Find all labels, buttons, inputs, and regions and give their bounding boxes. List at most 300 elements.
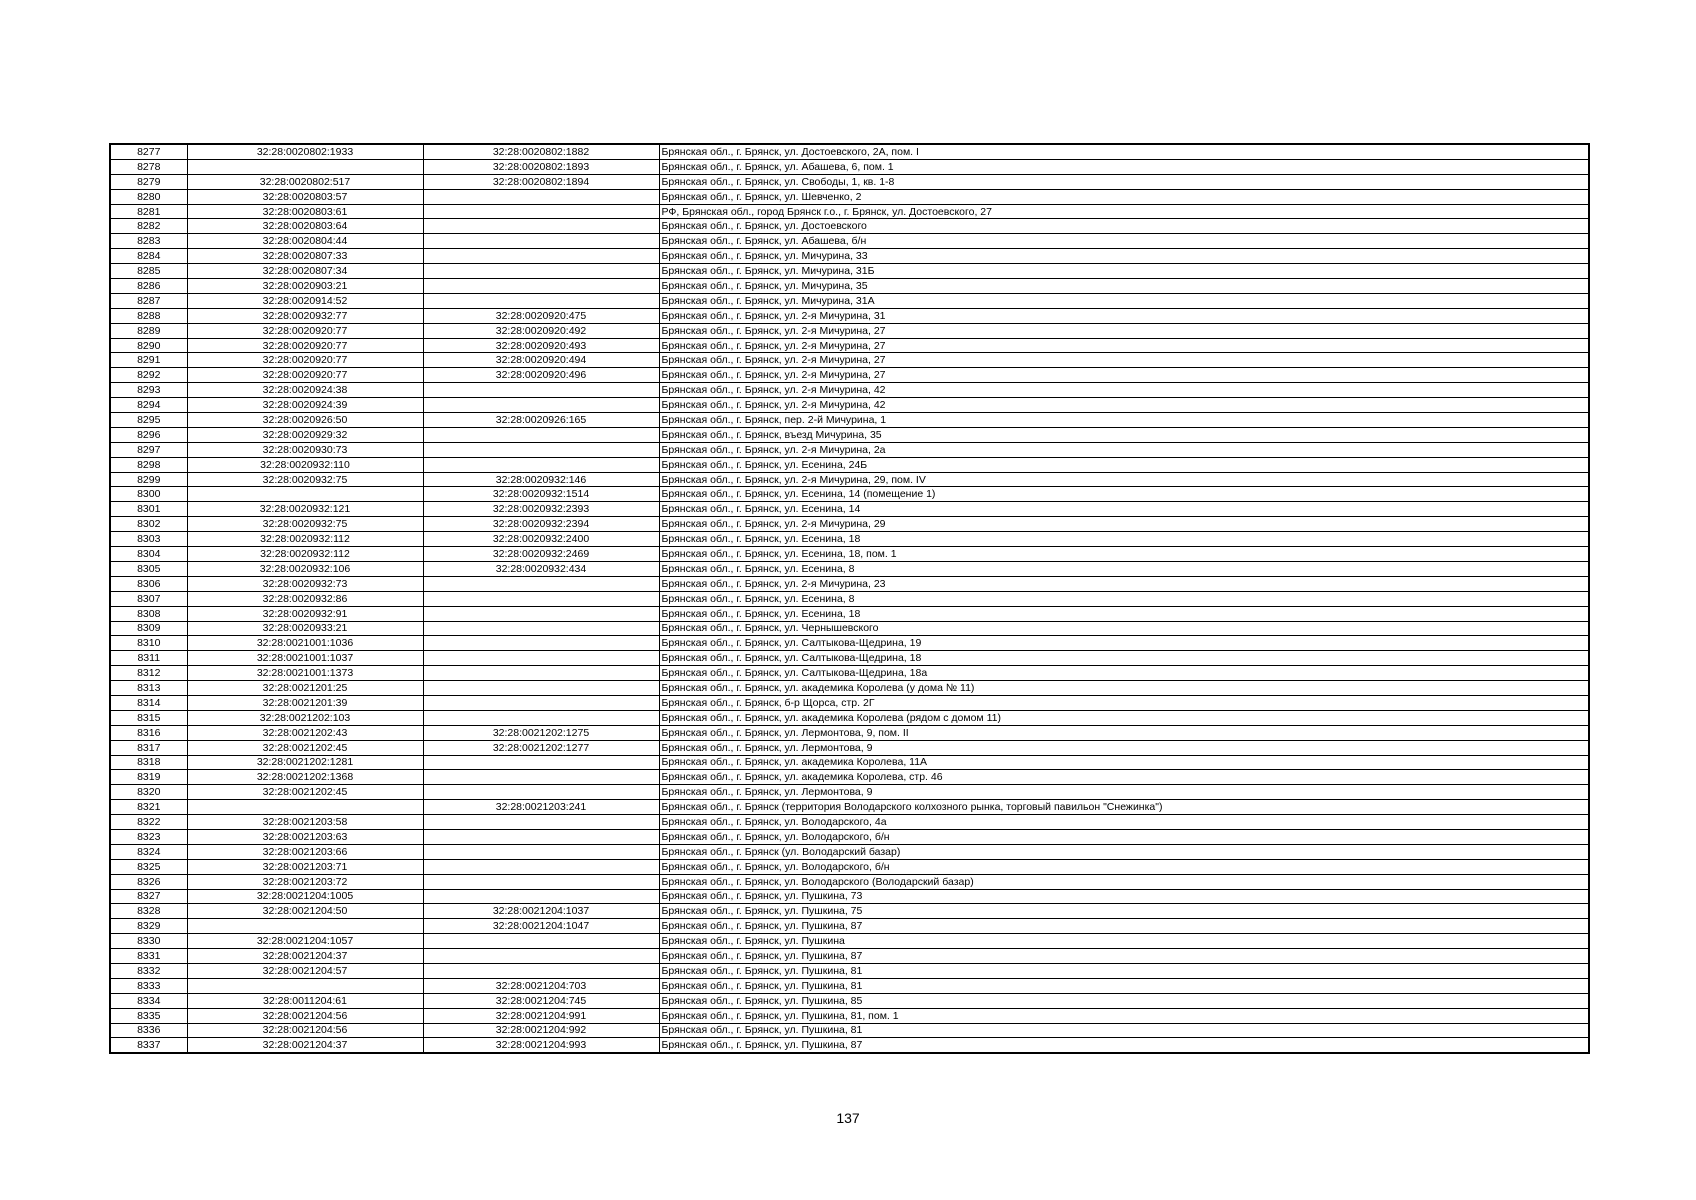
table-row bbox=[110, 740, 1589, 755]
land-plot-cadastral-number-cell: 32:28:0020932:112 bbox=[187, 547, 423, 562]
object-cadastral-number-cell bbox=[423, 636, 659, 651]
address-cell: Брянская обл., г. Брянск, ул. 2-я Мичурина, 29 bbox=[659, 517, 1589, 532]
table-row bbox=[110, 472, 1589, 487]
table-row bbox=[110, 279, 1589, 294]
object-cadastral-number-cell: 32:28:0020932:146 bbox=[423, 472, 659, 487]
land-plot-cadastral-number-cell: 32:28:0020903:21 bbox=[187, 279, 423, 294]
page-number: 137 bbox=[836, 1110, 860, 1126]
object-cadastral-number-cell: 32:28:0021204:992 bbox=[423, 1023, 659, 1038]
object-cadastral-number-cell: 32:28:0020920:475 bbox=[423, 308, 659, 323]
row-number-cell: 8304 bbox=[110, 547, 187, 562]
land-plot-cadastral-number-cell: 32:28:0020920:77 bbox=[187, 338, 423, 353]
address-cell: Брянская обл., г. Брянск, ул. Пушкина, 81 bbox=[659, 978, 1589, 993]
object-cadastral-number-cell: 32:28:0021203:241 bbox=[423, 800, 659, 815]
row-number-cell: 8281 bbox=[110, 204, 187, 219]
object-cadastral-number-cell bbox=[423, 427, 659, 442]
object-cadastral-number-cell: 32:28:0020920:494 bbox=[423, 353, 659, 368]
row-number-cell: 8311 bbox=[110, 651, 187, 666]
address-cell: Брянская обл., г. Брянск, въезд Мичурина, 35 bbox=[659, 427, 1589, 442]
object-cadastral-number-cell bbox=[423, 949, 659, 964]
object-cadastral-number-cell bbox=[423, 591, 659, 606]
row-number-cell: 8290 bbox=[110, 338, 187, 353]
row-number-cell: 8330 bbox=[110, 934, 187, 949]
land-plot-cadastral-number-cell: 32:28:0021202:1281 bbox=[187, 755, 423, 770]
land-plot-cadastral-number-cell: 32:28:0020803:57 bbox=[187, 189, 423, 204]
land-plot-cadastral-number-cell: 32:28:0021204:1057 bbox=[187, 934, 423, 949]
table-row bbox=[110, 293, 1589, 308]
land-plot-cadastral-number-cell: 32:28:0020920:77 bbox=[187, 353, 423, 368]
address-cell: Брянская обл., г. Брянск, ул. Пушкина, 81, пом. 1 bbox=[659, 1008, 1589, 1023]
address-cell: Брянская обл., г. Брянск, ул. Шевченко, 2 bbox=[659, 189, 1589, 204]
table-row bbox=[110, 651, 1589, 666]
address-cell: Брянская обл., г. Брянск, ул. Володарского (Володарский базар) bbox=[659, 874, 1589, 889]
object-cadastral-number-cell bbox=[423, 234, 659, 249]
table-row bbox=[110, 963, 1589, 978]
object-cadastral-number-cell bbox=[423, 651, 659, 666]
land-plot-cadastral-number-cell: 32:28:0021001:1037 bbox=[187, 651, 423, 666]
address-cell: Брянская обл., г. Брянск, ул. Пушкина, 85 bbox=[659, 993, 1589, 1008]
table-row bbox=[110, 666, 1589, 681]
address-cell: Брянская обл., г. Брянск, б-р Щорса, стр. 2Г bbox=[659, 695, 1589, 710]
land-plot-cadastral-number-cell: 32:28:0020932:75 bbox=[187, 517, 423, 532]
land-plot-cadastral-number-cell: 32:28:0020807:33 bbox=[187, 249, 423, 264]
address-cell: Брянская обл., г. Брянск, ул. 2-я Мичурина, 42 bbox=[659, 398, 1589, 413]
table-row bbox=[110, 695, 1589, 710]
row-number-cell: 8286 bbox=[110, 279, 187, 294]
object-cadastral-number-cell bbox=[423, 934, 659, 949]
address-cell: Брянская обл., г. Брянск, ул. Есенина, 8 bbox=[659, 591, 1589, 606]
object-cadastral-number-cell: 32:28:0021204:1037 bbox=[423, 904, 659, 919]
address-cell: Брянская обл., г. Брянск, ул. Мичурина, 33 bbox=[659, 249, 1589, 264]
table-row bbox=[110, 710, 1589, 725]
row-number-cell: 8328 bbox=[110, 904, 187, 919]
object-cadastral-number-cell: 32:28:0021202:1277 bbox=[423, 740, 659, 755]
table-row bbox=[110, 308, 1589, 323]
table-row bbox=[110, 681, 1589, 696]
table-row bbox=[110, 606, 1589, 621]
object-cadastral-number-cell: 32:28:0020802:1893 bbox=[423, 159, 659, 174]
table-row bbox=[110, 264, 1589, 279]
object-cadastral-number-cell: 32:28:0021204:993 bbox=[423, 1038, 659, 1053]
land-plot-cadastral-number-cell: 32:28:0021203:58 bbox=[187, 815, 423, 830]
address-cell: Брянская обл., г. Брянск, ул. Есенина, 18 bbox=[659, 532, 1589, 547]
row-number-cell: 8324 bbox=[110, 844, 187, 859]
land-plot-cadastral-number-cell: 32:28:0020932:77 bbox=[187, 308, 423, 323]
land-plot-cadastral-number-cell: 32:28:0020932:121 bbox=[187, 502, 423, 517]
land-plot-cadastral-number-cell bbox=[187, 159, 423, 174]
land-plot-cadastral-number-cell: 32:28:0020920:77 bbox=[187, 323, 423, 338]
address-cell: Брянская обл., г. Брянск, ул. Пушкина, 87 bbox=[659, 919, 1589, 934]
address-cell: Брянская обл., г. Брянск, ул. 2-я Мичурина, 27 bbox=[659, 323, 1589, 338]
table-row bbox=[110, 844, 1589, 859]
row-number-cell: 8278 bbox=[110, 159, 187, 174]
land-plot-cadastral-number-cell: 32:28:0021203:71 bbox=[187, 859, 423, 874]
land-plot-cadastral-number-cell: 32:28:0021202:1368 bbox=[187, 770, 423, 785]
address-cell: Брянская обл., г. Брянск, ул. Пушкина, 81 bbox=[659, 963, 1589, 978]
land-plot-cadastral-number-cell: 32:28:0021204:37 bbox=[187, 949, 423, 964]
row-number-cell: 8305 bbox=[110, 561, 187, 576]
land-plot-cadastral-number-cell: 32:28:0020924:39 bbox=[187, 398, 423, 413]
register-table-body bbox=[110, 144, 1589, 1053]
land-plot-cadastral-number-cell: 32:28:0021201:25 bbox=[187, 681, 423, 696]
address-cell: Брянская обл., г. Брянск, ул. Чернышевского bbox=[659, 621, 1589, 636]
address-cell: Брянская обл., г. Брянск, ул. Пушкина bbox=[659, 934, 1589, 949]
row-number-cell: 8277 bbox=[110, 144, 187, 159]
object-cadastral-number-cell bbox=[423, 859, 659, 874]
row-number-cell: 8287 bbox=[110, 293, 187, 308]
object-cadastral-number-cell bbox=[423, 576, 659, 591]
object-cadastral-number-cell: 32:28:0020802:1894 bbox=[423, 174, 659, 189]
object-cadastral-number-cell bbox=[423, 189, 659, 204]
table-row bbox=[110, 249, 1589, 264]
table-row bbox=[110, 859, 1589, 874]
table-row bbox=[110, 1038, 1589, 1053]
land-plot-cadastral-number-cell: 32:28:0020914:52 bbox=[187, 293, 423, 308]
table-row bbox=[110, 517, 1589, 532]
land-plot-cadastral-number-cell: 32:28:0021001:1373 bbox=[187, 666, 423, 681]
land-plot-cadastral-number-cell: 32:28:0021202:45 bbox=[187, 740, 423, 755]
land-plot-cadastral-number-cell: 32:28:0020932:91 bbox=[187, 606, 423, 621]
table-row bbox=[110, 934, 1589, 949]
object-cadastral-number-cell bbox=[423, 621, 659, 636]
address-cell: РФ, Брянская обл., город Брянск г.о., г. Брянск, ул. Достоевского, 27 bbox=[659, 204, 1589, 219]
address-cell: Брянская обл., г. Брянск, ул. 2-я Мичурина, 42 bbox=[659, 383, 1589, 398]
row-number-cell: 8289 bbox=[110, 323, 187, 338]
address-cell: Брянская обл., г. Брянск, ул. Есенина, 8 bbox=[659, 561, 1589, 576]
row-number-cell: 8283 bbox=[110, 234, 187, 249]
land-plot-cadastral-number-cell: 32:28:0021201:39 bbox=[187, 695, 423, 710]
table-row bbox=[110, 487, 1589, 502]
table-row bbox=[110, 889, 1589, 904]
object-cadastral-number-cell bbox=[423, 606, 659, 621]
land-plot-cadastral-number-cell: 32:28:0020802:1933 bbox=[187, 144, 423, 159]
address-cell: Брянская обл., г. Брянск, ул. Володарского, б/н bbox=[659, 829, 1589, 844]
row-number-cell: 8299 bbox=[110, 472, 187, 487]
land-plot-cadastral-number-cell: 32:28:0021204:1005 bbox=[187, 889, 423, 904]
object-cadastral-number-cell bbox=[423, 889, 659, 904]
row-number-cell: 8329 bbox=[110, 919, 187, 934]
address-cell: Брянская обл., г. Брянск, ул. Есенина, 24Б bbox=[659, 457, 1589, 472]
row-number-cell: 8323 bbox=[110, 829, 187, 844]
row-number-cell: 8319 bbox=[110, 770, 187, 785]
address-cell: Брянская обл., г. Брянск, ул. Есенина, 14 bbox=[659, 502, 1589, 517]
land-plot-cadastral-number-cell: 32:28:0021204:50 bbox=[187, 904, 423, 919]
row-number-cell: 8307 bbox=[110, 591, 187, 606]
object-cadastral-number-cell bbox=[423, 383, 659, 398]
land-plot-cadastral-number-cell: 32:28:0020803:61 bbox=[187, 204, 423, 219]
address-cell: Брянская обл., г. Брянск, ул. академика Королева, 11А bbox=[659, 755, 1589, 770]
object-cadastral-number-cell: 32:28:0020926:165 bbox=[423, 413, 659, 428]
row-number-cell: 8280 bbox=[110, 189, 187, 204]
address-cell: Брянская обл., г. Брянск (ул. Володарский базар) bbox=[659, 844, 1589, 859]
object-cadastral-number-cell: 32:28:0021204:703 bbox=[423, 978, 659, 993]
land-plot-cadastral-number-cell: 32:28:0020932:112 bbox=[187, 532, 423, 547]
land-plot-cadastral-number-cell: 32:28:0020924:38 bbox=[187, 383, 423, 398]
row-number-cell: 8282 bbox=[110, 219, 187, 234]
land-plot-cadastral-number-cell: 32:28:0021203:66 bbox=[187, 844, 423, 859]
table-row bbox=[110, 353, 1589, 368]
object-cadastral-number-cell bbox=[423, 681, 659, 696]
object-cadastral-number-cell bbox=[423, 770, 659, 785]
row-number-cell: 8336 bbox=[110, 1023, 187, 1038]
object-cadastral-number-cell: 32:28:0021202:1275 bbox=[423, 725, 659, 740]
row-number-cell: 8309 bbox=[110, 621, 187, 636]
table-row bbox=[110, 829, 1589, 844]
row-number-cell: 8294 bbox=[110, 398, 187, 413]
object-cadastral-number-cell bbox=[423, 710, 659, 725]
object-cadastral-number-cell: 32:28:0021204:991 bbox=[423, 1008, 659, 1023]
table-row bbox=[110, 919, 1589, 934]
table-row bbox=[110, 383, 1589, 398]
object-cadastral-number-cell bbox=[423, 442, 659, 457]
row-number-cell: 8293 bbox=[110, 383, 187, 398]
table-row bbox=[110, 144, 1589, 159]
address-cell: Брянская обл., г. Брянск, ул. академика Королева (рядом с домом 11) bbox=[659, 710, 1589, 725]
object-cadastral-number-cell: 32:28:0021204:745 bbox=[423, 993, 659, 1008]
object-cadastral-number-cell bbox=[423, 279, 659, 294]
address-cell: Брянская обл., г. Брянск, ул. Мичурина, 35 bbox=[659, 279, 1589, 294]
table-row bbox=[110, 949, 1589, 964]
land-plot-cadastral-number-cell: 32:28:0020932:75 bbox=[187, 472, 423, 487]
address-cell: Брянская обл., г. Брянск, ул. Салтыкова-Щедрина, 19 bbox=[659, 636, 1589, 651]
table-row bbox=[110, 413, 1589, 428]
address-cell: Брянская обл., г. Брянск, ул. 2-я Мичурина, 29, пом. IV bbox=[659, 472, 1589, 487]
object-cadastral-number-cell bbox=[423, 815, 659, 830]
row-number-cell: 8302 bbox=[110, 517, 187, 532]
table-row bbox=[110, 576, 1589, 591]
object-cadastral-number-cell bbox=[423, 844, 659, 859]
address-cell: Брянская обл., г. Брянск, ул. 2-я Мичурина, 27 bbox=[659, 368, 1589, 383]
land-plot-cadastral-number-cell: 32:28:0020933:21 bbox=[187, 621, 423, 636]
object-cadastral-number-cell: 32:28:0020932:2394 bbox=[423, 517, 659, 532]
row-number-cell: 8326 bbox=[110, 874, 187, 889]
address-cell: Брянская обл., г. Брянск, ул. Есенина, 18, пом. 1 bbox=[659, 547, 1589, 562]
address-cell: Брянская обл., г. Брянск, ул. Пушкина, 73 bbox=[659, 889, 1589, 904]
table-row bbox=[110, 993, 1589, 1008]
land-plot-cadastral-number-cell: 32:28:0021202:43 bbox=[187, 725, 423, 740]
row-number-cell: 8321 bbox=[110, 800, 187, 815]
address-cell: Брянская обл., г. Брянск, ул. Пушкина, 87 bbox=[659, 949, 1589, 964]
land-plot-cadastral-number-cell bbox=[187, 487, 423, 502]
object-cadastral-number-cell: 32:28:0020932:1514 bbox=[423, 487, 659, 502]
address-cell: Брянская обл., г. Брянск, ул. Мичурина, 31А bbox=[659, 293, 1589, 308]
land-plot-cadastral-number-cell: 32:28:0020929:32 bbox=[187, 427, 423, 442]
table-row bbox=[110, 323, 1589, 338]
address-cell: Брянская обл., г. Брянск, ул. академика Королева (у дома № 11) bbox=[659, 681, 1589, 696]
land-plot-cadastral-number-cell: 32:28:0021001:1036 bbox=[187, 636, 423, 651]
row-number-cell: 8303 bbox=[110, 532, 187, 547]
address-cell: Брянская обл., г. Брянск, ул. 2-я Мичурина, 23 bbox=[659, 576, 1589, 591]
row-number-cell: 8300 bbox=[110, 487, 187, 502]
object-cadastral-number-cell bbox=[423, 666, 659, 681]
address-cell: Брянская обл., г. Брянск, ул. Пушкина, 87 bbox=[659, 1038, 1589, 1053]
object-cadastral-number-cell bbox=[423, 829, 659, 844]
row-number-cell: 8284 bbox=[110, 249, 187, 264]
object-cadastral-number-cell: 32:28:0020920:492 bbox=[423, 323, 659, 338]
land-plot-cadastral-number-cell bbox=[187, 978, 423, 993]
land-plot-cadastral-number-cell: 32:28:0020932:106 bbox=[187, 561, 423, 576]
row-number-cell: 8318 bbox=[110, 755, 187, 770]
table-row bbox=[110, 591, 1589, 606]
row-number-cell: 8291 bbox=[110, 353, 187, 368]
address-cell: Брянская обл., г. Брянск, ул. 2-я Мичурина, 27 bbox=[659, 338, 1589, 353]
table-row bbox=[110, 636, 1589, 651]
table-row bbox=[110, 532, 1589, 547]
table-row bbox=[110, 219, 1589, 234]
address-cell: Брянская обл., г. Брянск, ул. академика Королева, стр. 46 bbox=[659, 770, 1589, 785]
row-number-cell: 8332 bbox=[110, 963, 187, 978]
land-plot-cadastral-number-cell: 32:28:0020932:86 bbox=[187, 591, 423, 606]
row-number-cell: 8285 bbox=[110, 264, 187, 279]
table-row bbox=[110, 189, 1589, 204]
table-row bbox=[110, 725, 1589, 740]
address-cell: Брянская обл., г. Брянск, ул. Володарского, 4а bbox=[659, 815, 1589, 830]
land-plot-cadastral-number-cell: 32:28:0020926:50 bbox=[187, 413, 423, 428]
object-cadastral-number-cell bbox=[423, 695, 659, 710]
table-row bbox=[110, 204, 1589, 219]
address-cell: Брянская обл., г. Брянск, ул. Свободы, 1, кв. 1-8 bbox=[659, 174, 1589, 189]
row-number-cell: 8292 bbox=[110, 368, 187, 383]
object-cadastral-number-cell bbox=[423, 249, 659, 264]
table-row bbox=[110, 815, 1589, 830]
row-number-cell: 8298 bbox=[110, 457, 187, 472]
address-cell: Брянская обл., г. Брянск, ул. Достоевского, 2А, пом. I bbox=[659, 144, 1589, 159]
table-row bbox=[110, 338, 1589, 353]
table-row bbox=[110, 442, 1589, 457]
row-number-cell: 8297 bbox=[110, 442, 187, 457]
address-cell: Брянская обл., г. Брянск, ул. 2-я Мичурина, 31 bbox=[659, 308, 1589, 323]
table-row bbox=[110, 1008, 1589, 1023]
address-cell: Брянская обл., г. Брянск, ул. 2-я Мичурина, 27 bbox=[659, 353, 1589, 368]
address-cell: Брянская обл., г. Брянск, пер. 2-й Мичурина, 1 bbox=[659, 413, 1589, 428]
land-plot-cadastral-number-cell: 32:28:0020930:73 bbox=[187, 442, 423, 457]
table-row bbox=[110, 785, 1589, 800]
address-cell: Брянская обл., г. Брянск, ул. Есенина, 14 (помещение 1) bbox=[659, 487, 1589, 502]
register-table bbox=[109, 143, 1590, 1054]
row-number-cell: 8335 bbox=[110, 1008, 187, 1023]
table-row bbox=[110, 502, 1589, 517]
address-cell: Брянская обл., г. Брянск, ул. Абашева, б/н bbox=[659, 234, 1589, 249]
land-plot-cadastral-number-cell: 32:28:0011204:61 bbox=[187, 993, 423, 1008]
address-cell: Брянская обл., г. Брянск, ул. Володарского, б/н bbox=[659, 859, 1589, 874]
address-cell: Брянская обл., г. Брянск, ул. Лермонтова, 9 bbox=[659, 785, 1589, 800]
address-cell: Брянская обл., г. Брянск, ул. Пушкина, 75 bbox=[659, 904, 1589, 919]
table-row bbox=[110, 1023, 1589, 1038]
object-cadastral-number-cell bbox=[423, 204, 659, 219]
table-row bbox=[110, 770, 1589, 785]
row-number-cell: 8334 bbox=[110, 993, 187, 1008]
object-cadastral-number-cell bbox=[423, 398, 659, 413]
table-row bbox=[110, 457, 1589, 472]
row-number-cell: 8308 bbox=[110, 606, 187, 621]
address-cell: Брянская обл., г. Брянск, ул. Достоевского bbox=[659, 219, 1589, 234]
land-plot-cadastral-number-cell: 32:28:0020803:64 bbox=[187, 219, 423, 234]
address-cell: Брянская обл., г. Брянск, ул. Лермонтова, 9 bbox=[659, 740, 1589, 755]
row-number-cell: 8337 bbox=[110, 1038, 187, 1053]
address-cell: Брянская обл., г. Брянск, ул. Пушкина, 81 bbox=[659, 1023, 1589, 1038]
address-cell: Брянская обл., г. Брянск, ул. Абашева, 6, пом. 1 bbox=[659, 159, 1589, 174]
land-plot-cadastral-number-cell: 32:28:0021204:57 bbox=[187, 963, 423, 978]
table-row bbox=[110, 621, 1589, 636]
address-cell: Брянская обл., г. Брянск, ул. Салтыкова-Щедрина, 18 bbox=[659, 651, 1589, 666]
land-plot-cadastral-number-cell: 32:28:0021204:56 bbox=[187, 1023, 423, 1038]
row-number-cell: 8295 bbox=[110, 413, 187, 428]
address-cell: Брянская обл., г. Брянск, ул. Салтыкова-Щедрина, 18а bbox=[659, 666, 1589, 681]
land-plot-cadastral-number-cell bbox=[187, 800, 423, 815]
row-number-cell: 8331 bbox=[110, 949, 187, 964]
object-cadastral-number-cell bbox=[423, 874, 659, 889]
object-cadastral-number-cell: 32:28:0020932:2393 bbox=[423, 502, 659, 517]
land-plot-cadastral-number-cell: 32:28:0020932:73 bbox=[187, 576, 423, 591]
table-row bbox=[110, 368, 1589, 383]
table-row bbox=[110, 755, 1589, 770]
table-row bbox=[110, 159, 1589, 174]
row-number-cell: 8301 bbox=[110, 502, 187, 517]
row-number-cell: 8313 bbox=[110, 681, 187, 696]
row-number-cell: 8320 bbox=[110, 785, 187, 800]
row-number-cell: 8296 bbox=[110, 427, 187, 442]
row-number-cell: 8327 bbox=[110, 889, 187, 904]
table-row bbox=[110, 904, 1589, 919]
object-cadastral-number-cell: 32:28:0020932:434 bbox=[423, 561, 659, 576]
table-row bbox=[110, 800, 1589, 815]
object-cadastral-number-cell: 32:28:0020802:1882 bbox=[423, 144, 659, 159]
row-number-cell: 8288 bbox=[110, 308, 187, 323]
row-number-cell: 8316 bbox=[110, 725, 187, 740]
table-row bbox=[110, 561, 1589, 576]
row-number-cell: 8314 bbox=[110, 695, 187, 710]
address-cell: Брянская обл., г. Брянск, ул. Есенина, 18 bbox=[659, 606, 1589, 621]
row-number-cell: 8317 bbox=[110, 740, 187, 755]
object-cadastral-number-cell bbox=[423, 755, 659, 770]
row-number-cell: 8325 bbox=[110, 859, 187, 874]
land-plot-cadastral-number-cell: 32:28:0020804:44 bbox=[187, 234, 423, 249]
row-number-cell: 8310 bbox=[110, 636, 187, 651]
row-number-cell: 8312 bbox=[110, 666, 187, 681]
land-plot-cadastral-number-cell: 32:28:0020920:77 bbox=[187, 368, 423, 383]
land-plot-cadastral-number-cell: 32:28:0021203:63 bbox=[187, 829, 423, 844]
address-cell: Брянская обл., г. Брянск (территория Володарского колхозного рынка, торговый павильон "Снежинка") bbox=[659, 800, 1589, 815]
land-plot-cadastral-number-cell: 32:28:0021202:45 bbox=[187, 785, 423, 800]
row-number-cell: 8279 bbox=[110, 174, 187, 189]
table-row bbox=[110, 427, 1589, 442]
object-cadastral-number-cell bbox=[423, 457, 659, 472]
land-plot-cadastral-number-cell: 32:28:0021202:103 bbox=[187, 710, 423, 725]
object-cadastral-number-cell: 32:28:0021204:1047 bbox=[423, 919, 659, 934]
land-plot-cadastral-number-cell bbox=[187, 919, 423, 934]
table-row bbox=[110, 547, 1589, 562]
land-plot-cadastral-number-cell: 32:28:0020932:110 bbox=[187, 457, 423, 472]
object-cadastral-number-cell: 32:28:0020920:493 bbox=[423, 338, 659, 353]
object-cadastral-number-cell bbox=[423, 785, 659, 800]
land-plot-cadastral-number-cell: 32:28:0020802:517 bbox=[187, 174, 423, 189]
row-number-cell: 8306 bbox=[110, 576, 187, 591]
row-number-cell: 8322 bbox=[110, 815, 187, 830]
address-cell: Брянская обл., г. Брянск, ул. Мичурина, 31Б bbox=[659, 264, 1589, 279]
object-cadastral-number-cell: 32:28:0020932:2469 bbox=[423, 547, 659, 562]
land-plot-cadastral-number-cell: 32:28:0020807:34 bbox=[187, 264, 423, 279]
object-cadastral-number-cell bbox=[423, 963, 659, 978]
land-plot-cadastral-number-cell: 32:28:0021204:56 bbox=[187, 1008, 423, 1023]
object-cadastral-number-cell: 32:28:0020920:496 bbox=[423, 368, 659, 383]
table-row bbox=[110, 398, 1589, 413]
row-number-cell: 8333 bbox=[110, 978, 187, 993]
land-plot-cadastral-number-cell: 32:28:0021203:72 bbox=[187, 874, 423, 889]
object-cadastral-number-cell bbox=[423, 264, 659, 279]
object-cadastral-number-cell bbox=[423, 219, 659, 234]
table-row bbox=[110, 174, 1589, 189]
address-cell: Брянская обл., г. Брянск, ул. 2-я Мичурина, 2а bbox=[659, 442, 1589, 457]
